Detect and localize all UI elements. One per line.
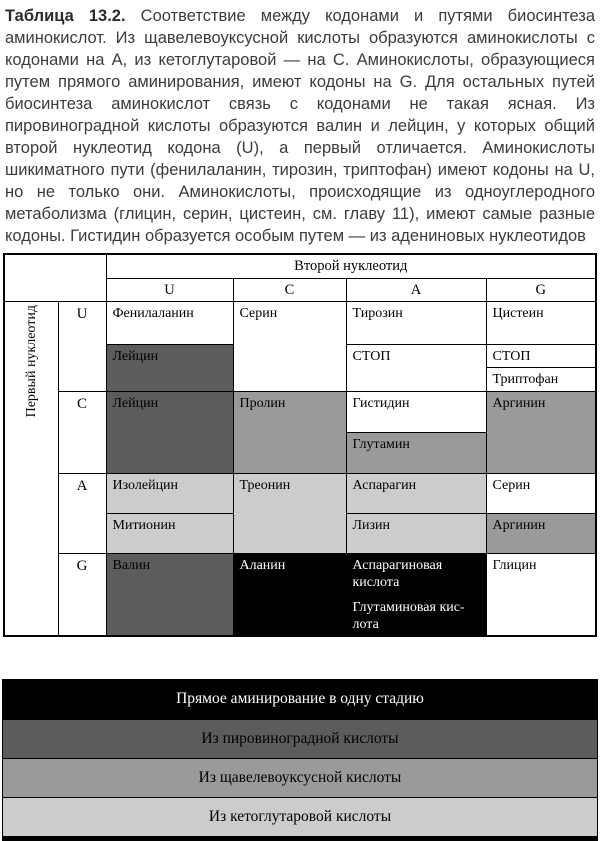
cell-lysine: Лизин (346, 513, 486, 553)
row-label-g: G (58, 553, 106, 636)
cell-arginine-cg: Аргинин (486, 391, 596, 473)
legend-direct-amination: Прямое аминирование в одну стадию (3, 680, 597, 719)
cropped-black-row (2, 837, 598, 841)
table-caption (5, 5, 595, 247)
cell-cysteine: Цистеин (486, 302, 596, 345)
first-nucleotide-header-cell (4, 302, 58, 636)
cell-proline: Пролин (233, 391, 346, 473)
cell-alanine: Аланин (233, 553, 346, 636)
cell-stop-ua: СТОП (346, 345, 486, 391)
cell-glutamic-acid: Глутаминовая кис-лота (352, 599, 465, 632)
cell-tryptophan: Триптофан (486, 368, 596, 391)
codon-table (3, 253, 597, 637)
cell-histidine: Гистидин (346, 391, 486, 432)
cell-asparagine: Аспарагин (346, 473, 486, 513)
row-label-c: C (58, 391, 106, 473)
cell-serine-ag: Серин (486, 473, 596, 513)
corner-empty-cell (4, 254, 106, 302)
cell-leucine-cu: Лейцин (106, 391, 233, 473)
row-label-u: U (58, 302, 106, 391)
cell-valine: Валин (106, 553, 233, 636)
cell-methionine: Митионин (106, 513, 233, 553)
cell-leucine-uu: Лейцин (106, 345, 233, 391)
pathway-legend (2, 679, 598, 837)
caption-body: Соответствие между кодонами и путями биосинтеза аминокислот. Из щавелевоуксусной кислоты образуются аминокислоты с кодонами на A, из кетоглутаровой — на C. Аминокислоты, образующиеся путем прямого аминирования, имеют кодоны на G. Для остальных путей биосинтеза аминокислот связь с кодонами не такая ясная. Из пировиноградной кислоты образуются валин и лейцин, у которых общий второй нуклеотид кодона (U), а первый отличается. Аминокислоты шикиматного пути (фенилаланин, тирозин, триптофан) имеют кодоны на U, но не только они. Аминокислоты, происходящие из одноуглеродного метаболизма (глицин, серин, цистеин, см. главу 11), имеют самые разные кодоны. Гистидин образуется особым путем — из адениновых нуклеотидов (5, 7, 596, 245)
caption-lead: Таблица 13.2. (5, 7, 126, 25)
second-nucleotide-header: Второй нуклеотид (106, 254, 596, 278)
cell-stop-ug: СТОП (486, 345, 596, 368)
legend-oxaloacetic-acid: Из щавелевоуксусной кислоты (3, 758, 597, 797)
legend-ketoglutaric-acid: Из кетоглутаровой кислоты (3, 797, 597, 836)
col-label-c: C (233, 278, 346, 302)
first-nucleotide-header: Первый нуклеотид (23, 305, 39, 418)
cell-phenylalanine: Фенилаланин (106, 302, 233, 345)
legend-pyruvic-acid: Из пировиноградной кислоты (3, 719, 597, 758)
cell-aspartic-acid: Аспарагиновая кислота (352, 557, 443, 590)
row-label-a: A (58, 473, 106, 553)
cell-tyrosine: Тирозин (346, 302, 486, 345)
col-label-u: U (106, 278, 233, 302)
cell-glutamine: Глутамин (346, 432, 486, 473)
cell-isoleucine: Изолейцин (106, 473, 233, 513)
cell-aspartic-glutamic (346, 553, 486, 636)
col-label-a: A (346, 278, 486, 302)
cell-arginine-ag: Аргинин (486, 513, 596, 553)
cell-serine-uc: Серин (233, 302, 346, 391)
cell-glycine: Глицин (486, 553, 596, 636)
cell-threonine: Треонин (233, 473, 346, 553)
col-label-g: G (486, 278, 596, 302)
